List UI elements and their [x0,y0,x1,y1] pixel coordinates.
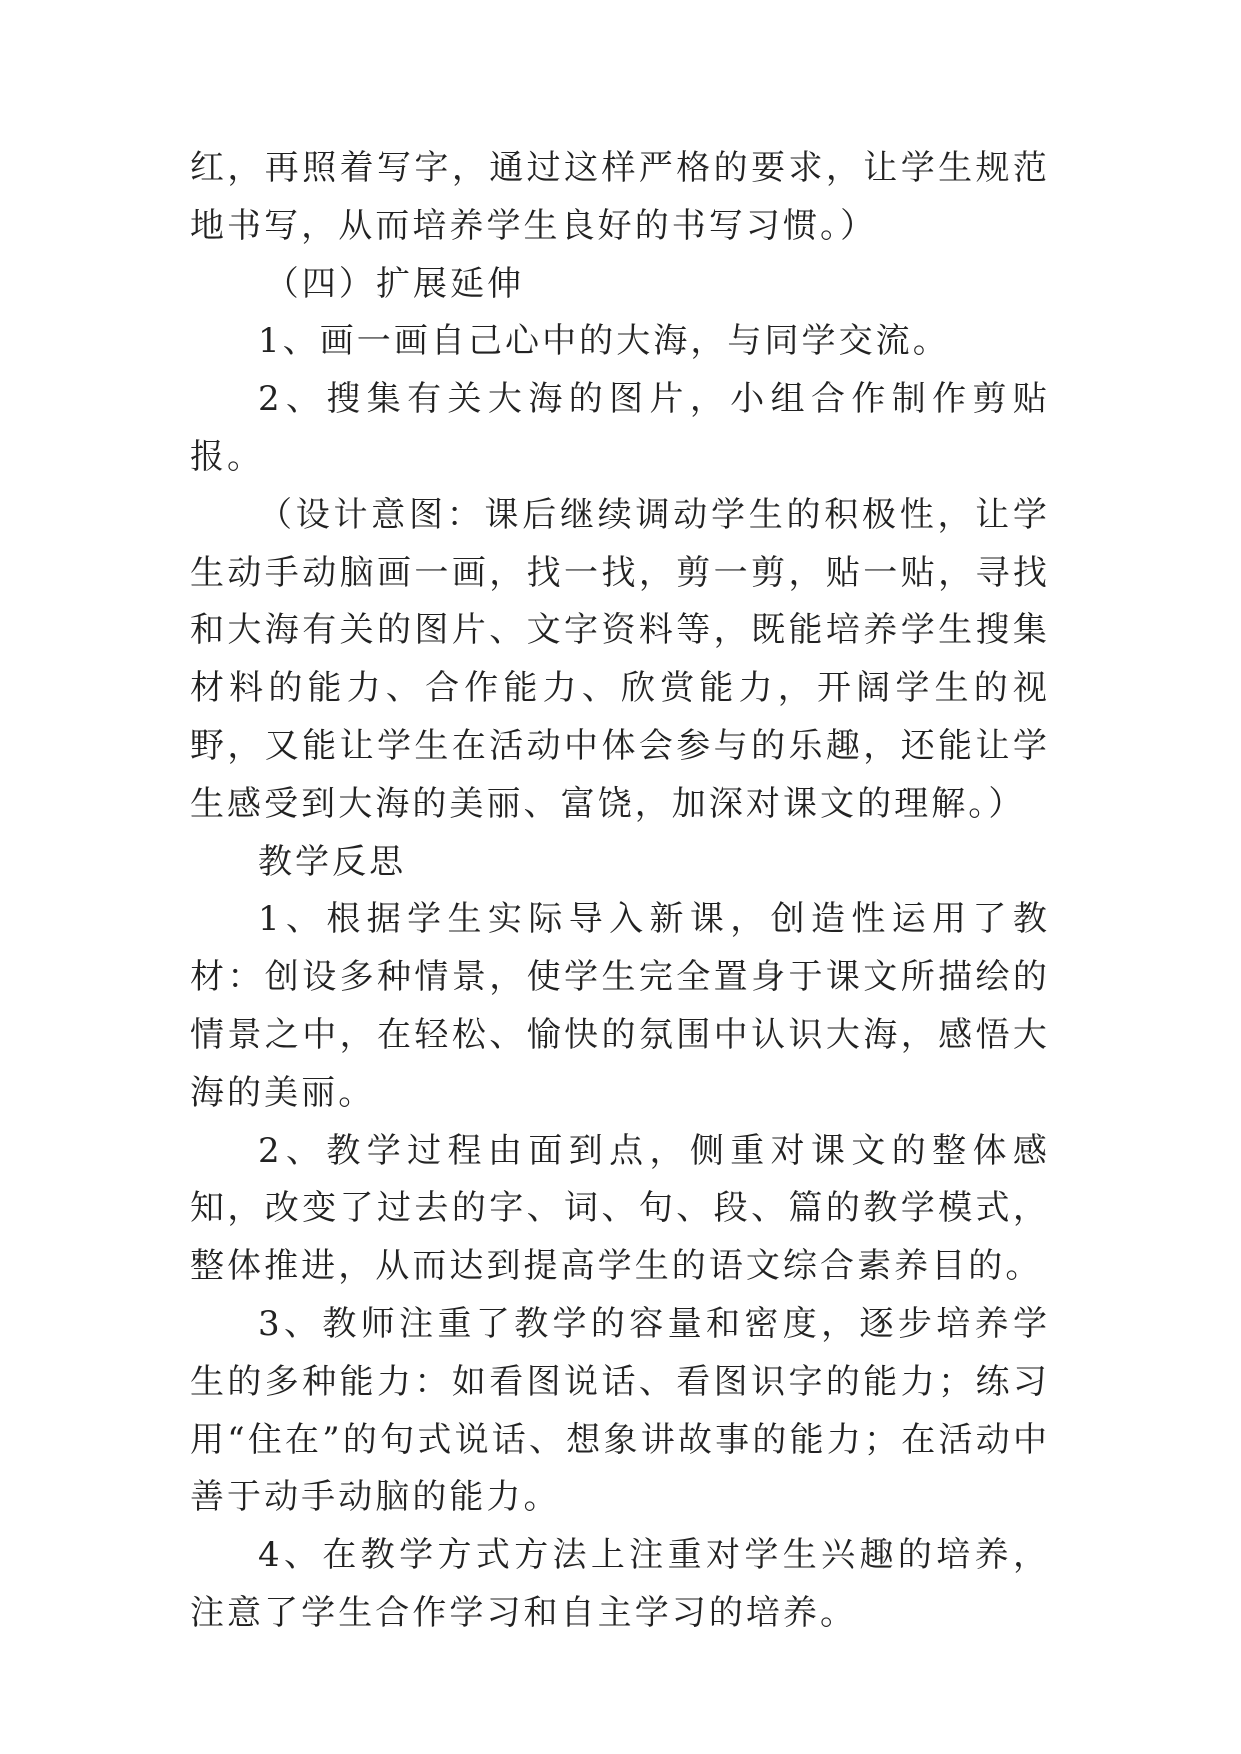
section-heading-reflection: 教学反思 [258,841,407,882]
document-body [190,140,1050,1643]
reflection-item-1: 1、根据学生实际导入新课，创造性运用了教材：创设多种情景，使学生完全置身于课文所描绘的情景之中，在轻松、愉快的氛围中认识大海，感悟大海的美丽。 [190,899,1050,1113]
section-heading-extension: （四）扩展延伸 [264,263,525,304]
reflection-item-3: 3、教师注重了教学的容量和密度，逐步培养学生的多种能力：如看图说话、看图识字的能力；练习用“住在”的句式说话、想象讲故事的能力；在活动中善于动手动脑的能力。 [190,1303,1050,1518]
list-item-1: 1、画一画自己心中的大海，与同学交流。 [258,321,950,362]
reflection-item-4: 4、在教学方式方法上注重对学生兴趣的培养，注意了学生合作学习和自主学习的培养。 [190,1535,1050,1633]
reflection-item-2: 2、教学过程由面到点，侧重对课文的整体感知，改变了过去的字、词、句、段、篇的教学模式，整体推进，从而达到提高学生的语文综合素养目的。 [190,1130,1050,1287]
design-intent-paragraph: （设计意图：课后继续调动学生的积极性，让学生动手动脑画一画，找一找，剪一剪，贴一贴，寻找和大海有关的图片、文字资料等，既能培养学生搜集材料的能力、合作能力、欣赏能力，开阔学生的视野，又能让学生在活动中体会参与的乐趣，还能让学生感受到大海的美丽、富饶，加深对课文的理解。） [190,494,1050,824]
list-item-2: 2、搜集有关大海的图片，小组合作制作剪贴报。 [190,379,1050,477]
paragraph-continuation: 红，再照着写字，通过这样严格的要求，让学生规范地书写，从而培养学生良好的书写习惯。） [190,148,1050,246]
